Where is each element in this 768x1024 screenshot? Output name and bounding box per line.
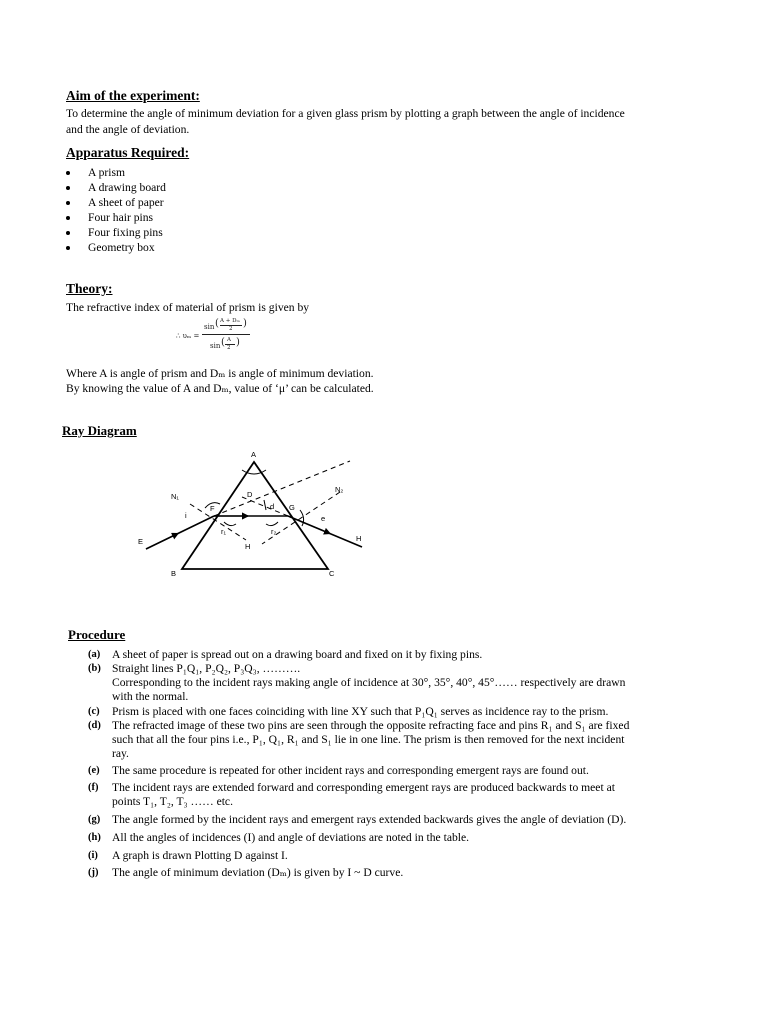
theory-text-line-2: By knowing the value of A and Dₘ, value of ‘μ’ can be calculated. bbox=[66, 382, 374, 395]
procedure-marker: (a) bbox=[88, 649, 101, 660]
label-r1: r₁ bbox=[221, 527, 227, 536]
aim-text-line-1: To determine the angle of minimum deviation for a given glass prism by plotting a graph between the angle of incidence bbox=[66, 107, 625, 120]
label-e-angle: e bbox=[321, 514, 326, 523]
formula-lhs: ∴ υₘ = bbox=[176, 332, 200, 340]
procedure-item: (h) All the angles of incidences (I) and angle of deviations are noted in the table. bbox=[88, 831, 470, 844]
label-r2: r₂ bbox=[271, 527, 277, 536]
label-h-mid: H bbox=[245, 542, 251, 551]
theory-heading: Theory: bbox=[66, 281, 113, 296]
theory-text-line-1: Where A is angle of prism and Dₘ is angle of minimum deviation. bbox=[66, 367, 374, 380]
label-g: G bbox=[289, 503, 295, 512]
ray-diagram-heading: Ray Diagram bbox=[62, 423, 137, 438]
label-e: E bbox=[138, 537, 144, 546]
apparatus-item: Four hair pins bbox=[66, 210, 366, 225]
label-vertex-b: B bbox=[171, 569, 177, 578]
procedure-item: (g) The angle formed by the incident rays and emergent rays extended backwards gives the angle of deviation (D). bbox=[88, 813, 627, 826]
procedure-item: (c) Prism is placed with one faces coinciding with line XY such that P₁Q₁ serves as incidence ray to the prism. bbox=[88, 705, 609, 718]
apparatus-heading: Apparatus Required: bbox=[66, 145, 190, 160]
normal-n1 bbox=[190, 504, 246, 540]
apparatus-item: A sheet of paper bbox=[66, 195, 366, 210]
procedure-item: (d) The refracted image of these two pins are seen through the opposite refracting face and pins R₁ and S₁ are fixed such that all the four pins i.e., P₁, Q₁, R₁ and S₁ lie in one line. The prism is then removed for the next incident ray. bbox=[88, 719, 630, 760]
refractive-index-formula: ∴ υₘ = sin ( A + Dₘ 2 ) sin ( A 2 ) bbox=[176, 318, 256, 358]
deviation-angle-arc bbox=[264, 500, 266, 510]
label-vertex-c: C bbox=[329, 569, 335, 578]
r2-angle-arc bbox=[266, 522, 278, 526]
label-i: i bbox=[185, 511, 187, 520]
procedure-marker: (d) bbox=[88, 720, 101, 731]
procedure-marker: (h) bbox=[88, 832, 101, 843]
procedure-marker: (g) bbox=[88, 814, 101, 825]
incident-ray-arrow bbox=[146, 534, 178, 550]
label-f: F bbox=[210, 504, 215, 513]
normal-n2 bbox=[262, 492, 340, 544]
label-n1: N₁ bbox=[171, 492, 179, 501]
procedure-item: (b) Straight lines P₁Q₁, P₂Q₂, P₃Q₃, ………. Corresponding to the incident rays making angle of incidence at 30°, 35°, 40°, 45°…… respectively are drawn with the normal. bbox=[88, 662, 626, 703]
procedure-marker: (c) bbox=[88, 706, 100, 717]
r1-angle-arc bbox=[224, 522, 236, 526]
label-n2: N₂ bbox=[335, 485, 344, 494]
label-h-out: H bbox=[356, 534, 362, 543]
apparatus-item: Geometry box bbox=[66, 240, 366, 255]
apparatus-item: A drawing board bbox=[66, 180, 366, 195]
aim-heading: Aim of the experiment: bbox=[66, 88, 200, 103]
apparatus-item: Four fixing pins bbox=[66, 225, 366, 240]
procedure-marker: (b) bbox=[88, 663, 101, 674]
procedure-item: (j) The angle of minimum deviation (Dₘ) is given by I ~ D curve. bbox=[88, 866, 404, 879]
procedure-item: (e) The same procedure is repeated for other incident rays and corresponding emergent rays are found out. bbox=[88, 764, 589, 777]
procedure-marker: (f) bbox=[88, 782, 99, 793]
procedure-heading: Procedure bbox=[68, 627, 126, 642]
procedure-marker: (i) bbox=[88, 850, 98, 861]
label-d-angle: d bbox=[270, 502, 275, 511]
procedure-item: (f) The incident rays are extended forward and corresponding emergent rays are produced backwards to meet at points T₁, T₂, T₃ …… etc. bbox=[88, 781, 615, 808]
procedure-marker: (j) bbox=[88, 867, 99, 878]
apparatus-item: A prism bbox=[66, 165, 366, 180]
procedure-marker: (e) bbox=[88, 765, 100, 776]
theory-intro: The refractive index of material of prism is given by bbox=[66, 301, 310, 314]
procedure-item: (i) A graph is drawn Plotting D against I. bbox=[88, 849, 288, 862]
aim-text-line-2: and the angle of deviation. bbox=[66, 123, 190, 136]
label-vertex-a: A bbox=[251, 450, 257, 459]
procedure-item: (a) A sheet of paper is spread out on a drawing board and fixed on it by fixing pins. bbox=[88, 648, 483, 661]
label-d-point: D bbox=[247, 490, 253, 499]
incident-ray-extension bbox=[214, 461, 350, 516]
